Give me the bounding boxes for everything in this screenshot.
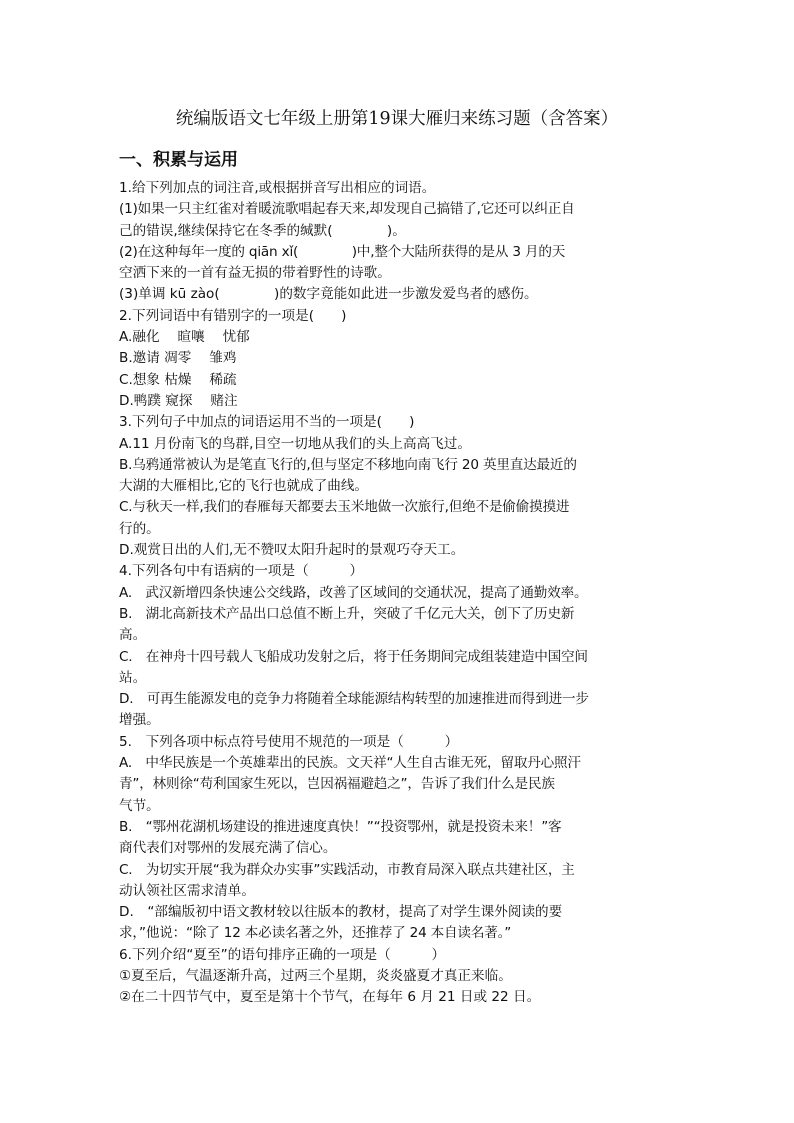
q3-option-d: D.观赏日出的人们,无不赞叹太阳升起时的景观巧夺天工。 [119,542,465,559]
q1-part2-line1: (2)在这种每年一度的 qiān xǐ( )中,整个大陆所获得的是从 3 月的天 [119,243,566,260]
q5-option-b-line1: B. “鄂州花湖机场建设的推进速度真快！”“投资鄂州，就是投资未来！”客 [119,818,562,835]
q2-stem: 2.下列词语中有错别字的一项是( ) [119,307,347,324]
q3-stem: 3.下列句子中加点的词语运用不当的一项是( ) [119,414,415,431]
q5-stem: 5. 下列各项中标点符号使用不规范的一项是（ ） [119,733,459,750]
q1-part2-line2: 空洒下来的一首有益无损的带着野性的诗歌。 [119,265,391,282]
q2-option-c: C.想象 枯燥 稀疏 [119,371,237,388]
section-heading: 一、积累与运用 [119,150,238,170]
q1-stem: 1.给下列加点的词注音,或根据拼音写出相应的词语。 [119,180,436,196]
q3-option-c-line1: C.与秋天一样,我们的春雁每天都要去玉米地做一次旅行,但绝不是偷偷摸摸进 [119,499,570,516]
q2-option-d: D.鸭蹼 窥探 赌注 [119,392,238,409]
q5-option-b-line2: 商代表们对鄂州的发展充满了信心。 [119,840,337,857]
q3-option-b-line2: 大湖的大雁相比,它的飞行也就成了曲线。 [119,478,369,495]
document-title: 统编版语文七年级上册第19课大雁归来练习题（含答案） [175,109,619,129]
q3-option-c-line2: 行的。 [119,520,160,537]
q5-option-c-line1: C. 为切实开展“我为群众办实事”实践活动，市教育局深入联点共建社区，主 [119,861,575,878]
q5-option-a-line3: 气节。 [119,797,160,814]
q5-option-a-line1: A. 中华民族是一个英雄辈出的民族。文天祥“人生自古谁无死，留取丹心照汗 [119,755,581,772]
q6-item-1: ①夏至后，气温逐渐升高，过两三个星期，炎炎盛夏才真正来临。 [119,967,512,984]
q5-option-d-line1: D. “部编版初中语文教材较以往版本的教材，提高了对学生课外阅读的要 [119,904,563,921]
q6-item-2: ②在二十四节气中，夏至是第十个节气，在每年 6 月 21 日或 22 日。 [119,989,541,1006]
q2-option-a: A.融化 暄嚷 忧郁 [119,329,250,346]
q2-option-b: B.邀请 凋零 雏鸡 [119,350,237,367]
q4-stem: 4.下列各句中有语病的一项是（ ） [119,563,364,580]
q4-option-c-line2: 站。 [119,669,147,686]
q5-option-c-line2: 动认领社区需求清单。 [119,882,255,899]
document-body [119,178,679,1009]
q4-option-a: A. 武汉新增四条快速公交线路，改善了区域间的交通状况，提高了通勤效率。 [119,584,588,601]
q5-option-d-line2: 求，”他说：“除了 12 本必读名著之外，还推荐了 24 本自读名著。” [119,925,512,942]
q4-option-b-line1: B. 湖北高新技术产品出口总值不断上升，突破了千亿元大关，创下了历史新 [119,605,575,622]
q1-part3: (3)单调 kū zào( )的数字竟能如此进一步激发爱鸟者的感伤。 [119,286,538,303]
q4-option-d-line1: D. 可再生能源发电的竞争力将随着全球能源结构转型的加速推进而得到进一步 [119,691,589,708]
q4-option-c-line1: C. 在神舟十四号载人飞船成功发射之后，将于任务期间完成组装建造中国空间 [119,648,588,665]
q5-option-a-line2: 青”，林则徐“苟利国家生死以，岂因祸福避趋之”，告诉了我们什么是民族 [119,776,555,793]
q1-part1-line2: 己的错误,继续保持它在冬季的缄默( )。 [119,222,406,239]
q3-option-a: A.11 月份南飞的鸟群,目空一切地从我们的头上高高飞过。 [119,435,471,452]
q4-option-b-line2: 高。 [119,627,147,644]
q3-option-b-line1: B.乌鸦通常被认为是笔直飞行的,但与坚定不移地向南飞行 20 英里直达最近的 [119,456,577,473]
q1-part1-line1: (1)如果一只主红雀对着暖流歌唱起春天来,却发现自己搞错了,它还可以纠正自 [119,201,575,218]
q6-stem: 6.下列介绍“夏至”的语句排序正确的一项是（ ） [119,946,446,963]
q4-option-d-line2: 增强。 [119,712,160,729]
